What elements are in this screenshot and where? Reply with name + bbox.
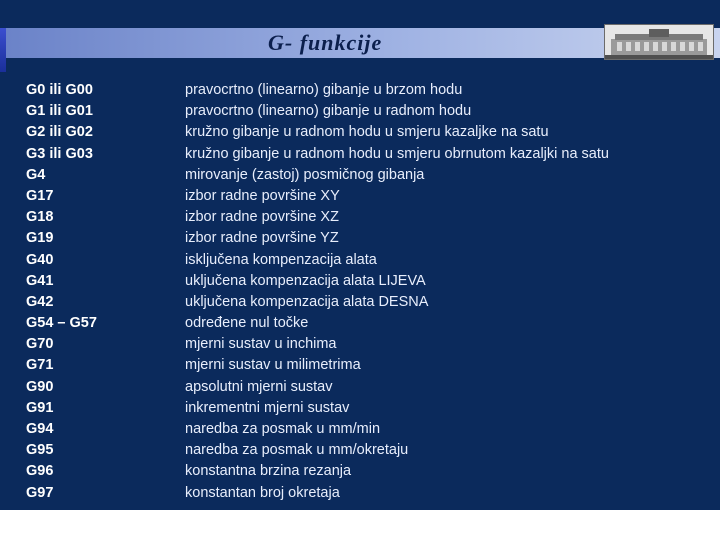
g-code-label: G91	[26, 399, 54, 416]
g-code-description: izbor radne površine XZ	[185, 209, 339, 226]
slide-title: G- funkcije	[268, 30, 383, 55]
g-code-description: konstantna brzina rezanja	[185, 463, 352, 480]
g-code-description: mirovanje (zastoj) posmičnog gibanja	[185, 166, 425, 183]
g-code-description: kružno gibanje u radnom hodu u smjeru obrnutom kazaljki na satu	[185, 145, 609, 162]
list-item	[0, 483, 720, 504]
g-code-description: mjerni sustav u inchima	[185, 336, 337, 353]
g-code-label: G70	[26, 336, 54, 353]
list-item	[0, 228, 720, 249]
list-item	[0, 440, 720, 461]
list-item	[0, 419, 720, 440]
g-code-description: inkrementni mjerni sustav	[185, 399, 350, 416]
list-item	[0, 271, 720, 292]
g-code-label: G4	[26, 166, 46, 183]
g-code-description: kružno gibanje u radnom hodu u smjeru kazaljke na satu	[185, 124, 549, 141]
g-code-description: određene nul točke	[185, 315, 309, 332]
g-code-description: isključena kompenzacija alata	[185, 251, 377, 268]
g-code-label: G97	[26, 484, 54, 501]
left-accent-bar	[0, 28, 6, 72]
list-item	[0, 80, 720, 101]
list-item	[0, 101, 720, 122]
g-code-description: pravocrtno (linearno) gibanje u radnom hodu	[185, 103, 472, 120]
list-item	[0, 144, 720, 165]
g-code-description: mjerni sustav u milimetrima	[185, 357, 361, 374]
g-code-label: G2 ili G02	[26, 124, 93, 141]
g-code-description: uključena kompenzacija alata DESNA	[185, 293, 429, 310]
g-function-list	[0, 80, 720, 504]
g-code-label: G3 ili G03	[26, 145, 93, 162]
list-item	[0, 250, 720, 271]
g-code-description: apsolutni mjerni sustav	[185, 378, 333, 395]
building-logo-graphic	[605, 25, 713, 59]
list-item	[0, 292, 720, 313]
g-code-description: pravocrtno (linearno) gibanje u brzom hodu	[185, 82, 463, 98]
g-code-label: G96	[26, 463, 54, 480]
g-code-label: G90	[26, 378, 54, 395]
g-code-label: G0 ili G00	[26, 82, 93, 98]
list-item	[0, 186, 720, 207]
list-item	[0, 461, 720, 482]
g-code-description: uključena kompenzacija alata LIJEVA	[185, 272, 426, 289]
g-code-label: G40	[26, 251, 54, 268]
list-item	[0, 398, 720, 419]
g-code-description: izbor radne površine XY	[185, 187, 340, 204]
list-item	[0, 355, 720, 376]
g-code-description: konstantan broj okretaja	[185, 484, 340, 501]
g-code-description: naredba za posmak u mm/min	[185, 421, 381, 437]
g-code-description: naredba za posmak u mm/okretaju	[185, 442, 409, 459]
list-item	[0, 122, 720, 143]
list-item	[0, 207, 720, 228]
g-code-label: G18	[26, 209, 54, 226]
g-code-label: G54 – G57	[26, 315, 97, 332]
g-code-description: izbor radne površine YZ	[185, 230, 339, 247]
g-code-label: G17	[26, 187, 54, 204]
g-code-label: G42	[26, 293, 54, 310]
g-code-label: G71	[26, 357, 54, 374]
list-item	[0, 313, 720, 334]
list-item	[0, 377, 720, 398]
building-logo-icon	[604, 24, 714, 60]
g-code-label: G19	[26, 230, 54, 247]
g-code-label: G41	[26, 272, 54, 289]
list-item	[0, 334, 720, 355]
g-code-label: G1 ili G01	[26, 103, 93, 120]
g-code-label: G95	[26, 442, 54, 459]
g-code-label: G94	[26, 421, 54, 437]
list-item	[0, 165, 720, 186]
